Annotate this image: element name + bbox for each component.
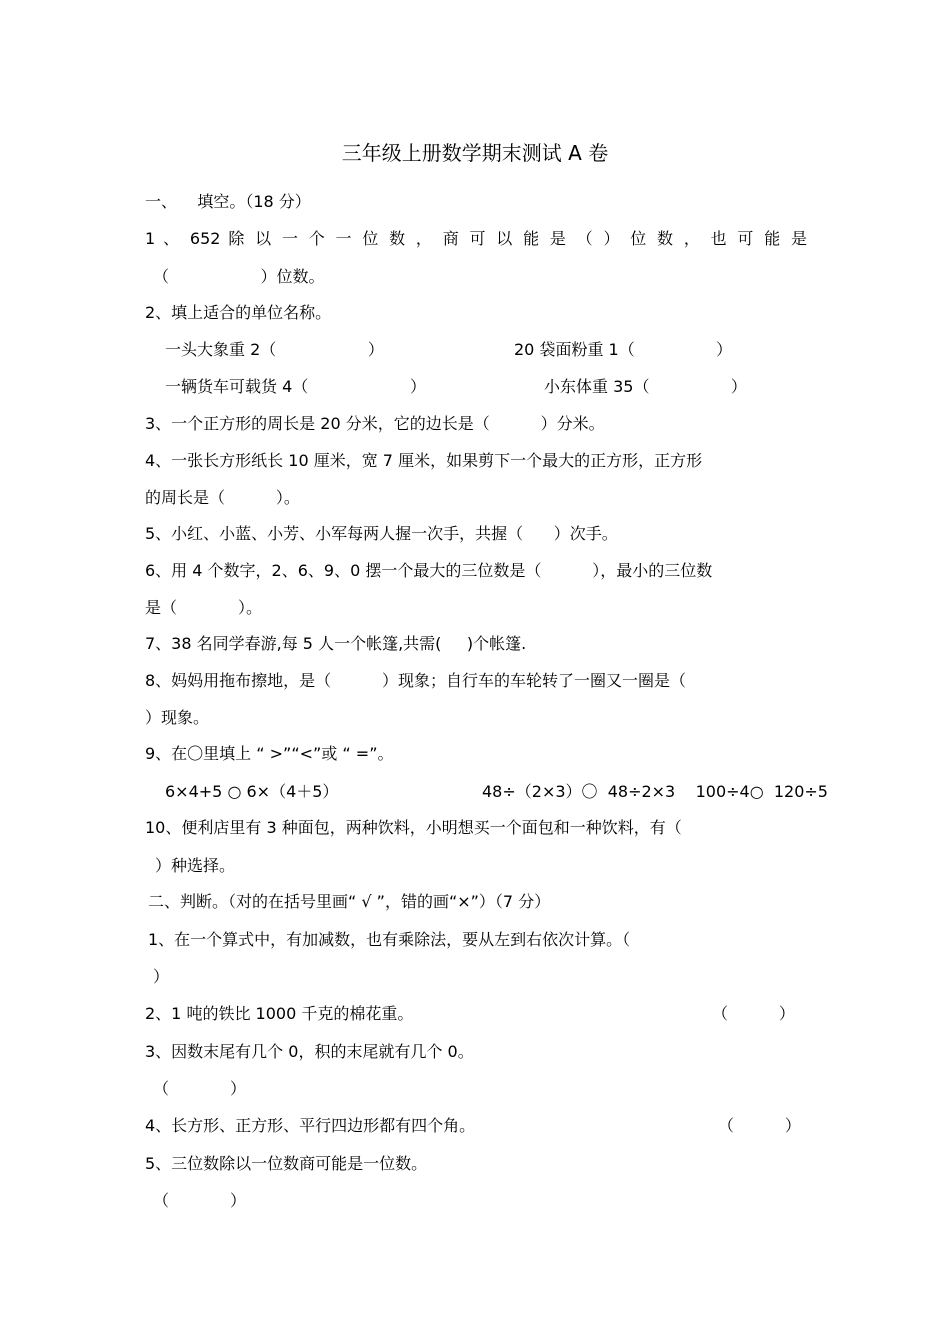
question-3: 3、一个正方形的周长是 20 分米，它的边长是（ ）分米。 <box>145 414 605 433</box>
question-5: 5、小红、小蓝、小芳、小军每两人握一次手，共握（ ）次手。 <box>145 524 618 543</box>
judge-4-answer-parens: （ ） <box>718 1116 801 1135</box>
judge-4: 4、长方形、正方形、平行四边形都有四个角。 <box>145 1116 476 1135</box>
question-2-item-b: 20 袋面粉重 1（ ） <box>514 340 733 359</box>
exam-title: 三年级上册数学期末测试 A 卷 <box>341 141 609 165</box>
question-1-line-2: （ ）位数。 <box>153 267 325 286</box>
section-2-heading: 二、判断。（对的在括号里画“ √ ”，错的画“×”）（7 分） <box>148 892 551 911</box>
question-4-line-2: 的周长是（ ）。 <box>145 488 300 507</box>
question-7: 7、38 名同学春游,每 5 人一个帐篷,共需( )个帐篷. <box>145 634 527 653</box>
section-1-heading: 一、 填空。（18 分） <box>145 192 311 211</box>
question-1-line-1: 1 、 652 除 以 一 个 一 位 数 ， 商 可 以 能 是 （ ） 位 数 ， 也 可 能 是 <box>145 229 807 248</box>
question-2: 2、填上适合的单位名称。 <box>145 303 332 322</box>
question-2-item-a: 一头大象重 2（ ） <box>165 340 384 359</box>
question-9-expression-a: 6×4+5 ○ 6×（4＋5） <box>165 782 339 801</box>
question-2-item-d: 小东体重 35（ ） <box>544 377 747 396</box>
judge-5-answer-parens: （ ） <box>153 1191 247 1210</box>
question-6-line-1: 6、用 4 个数字，2、6、9、0 摆一个最大的三位数是（ ），最小的三位数 <box>145 561 713 580</box>
judge-2: 2、1 吨的铁比 1000 千克的棉花重。 <box>145 1004 414 1023</box>
judge-1-line-1: 1、在一个算式中，有加减数，也有乘除法，要从左到右依次计算。（ <box>148 930 631 949</box>
question-8-line-2: ）现象。 <box>145 708 210 727</box>
judge-1-line-2: ） <box>153 967 170 986</box>
question-9-expression-b: 48÷（2×3）〇 48÷2×3 100÷4○ 120÷5 <box>482 782 828 801</box>
question-10-line-2: ）种选择。 <box>155 856 236 875</box>
question-4-line-1: 4、一张长方形纸长 10 厘米，宽 7 厘米，如果剪下一个最大的正方形，正方形 <box>145 451 703 470</box>
judge-2-answer-parens: （ ） <box>712 1004 795 1023</box>
judge-3: 3、因数末尾有几个 0，积的末尾就有几个 0。 <box>145 1042 474 1061</box>
question-10-line-1: 10、便利店里有 3 种面包，两种饮料，小明想买一个面包和一种饮料，有（ <box>145 818 682 837</box>
question-8-line-1: 8、妈妈用拖布擦地，是（ ）现象；自行车的车轮转了一圈又一圈是（ <box>145 671 687 690</box>
judge-3-answer-parens: （ ） <box>153 1079 247 1098</box>
question-6-line-2: 是（ ）。 <box>145 598 263 617</box>
judge-5: 5、三位数除以一位数商可能是一位数。 <box>145 1154 428 1173</box>
question-9: 9、在〇里填上 “ >”“<”或 “ =”。 <box>145 744 394 763</box>
question-2-item-c: 一辆货车可载货 4（ ） <box>165 377 426 396</box>
